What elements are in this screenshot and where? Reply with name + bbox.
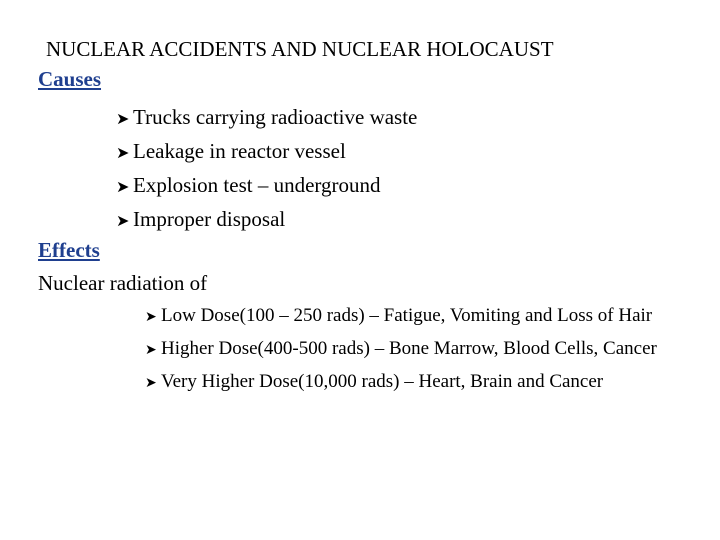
arrow-bullet-icon: ➤ xyxy=(116,109,130,128)
list-item xyxy=(116,100,417,134)
arrow-bullet-icon: ➤ xyxy=(145,375,157,391)
list-item xyxy=(116,168,417,202)
effect-text: Higher Dose(400-500 rads) – Bone Marrow, Blood Cells, Cancer xyxy=(161,338,657,359)
arrow-bullet-icon: ➤ xyxy=(145,309,157,325)
causes-list xyxy=(116,100,417,236)
arrow-bullet-icon: ➤ xyxy=(116,177,130,196)
list-item xyxy=(145,303,705,330)
effects-intro: Nuclear radiation of xyxy=(38,271,208,295)
cause-text: Leakage in reactor vessel xyxy=(133,139,346,163)
slide-title: NUCLEAR ACCIDENTS AND NUCLEAR HOLOCAUST xyxy=(46,37,554,61)
arrow-bullet-icon: ➤ xyxy=(116,211,130,230)
cause-text: Trucks carrying radioactive waste xyxy=(133,105,418,129)
arrow-bullet-icon: ➤ xyxy=(116,143,130,162)
cause-text: Improper disposal xyxy=(133,207,286,231)
effects-heading: Effects xyxy=(38,238,100,262)
list-item xyxy=(116,134,417,168)
effect-text: Low Dose(100 – 250 rads) – Fatigue, Vomiting and Loss of Hair xyxy=(161,305,653,326)
list-item xyxy=(145,336,705,363)
list-item xyxy=(145,369,705,396)
effect-text: Very Higher Dose(10,000 rads) – Heart, Brain and Cancer xyxy=(161,371,604,392)
cause-text: Explosion test – underground xyxy=(133,173,381,197)
effects-list xyxy=(145,303,705,402)
arrow-bullet-icon: ➤ xyxy=(145,342,157,358)
causes-heading: Causes xyxy=(38,67,102,91)
list-item xyxy=(116,202,417,236)
